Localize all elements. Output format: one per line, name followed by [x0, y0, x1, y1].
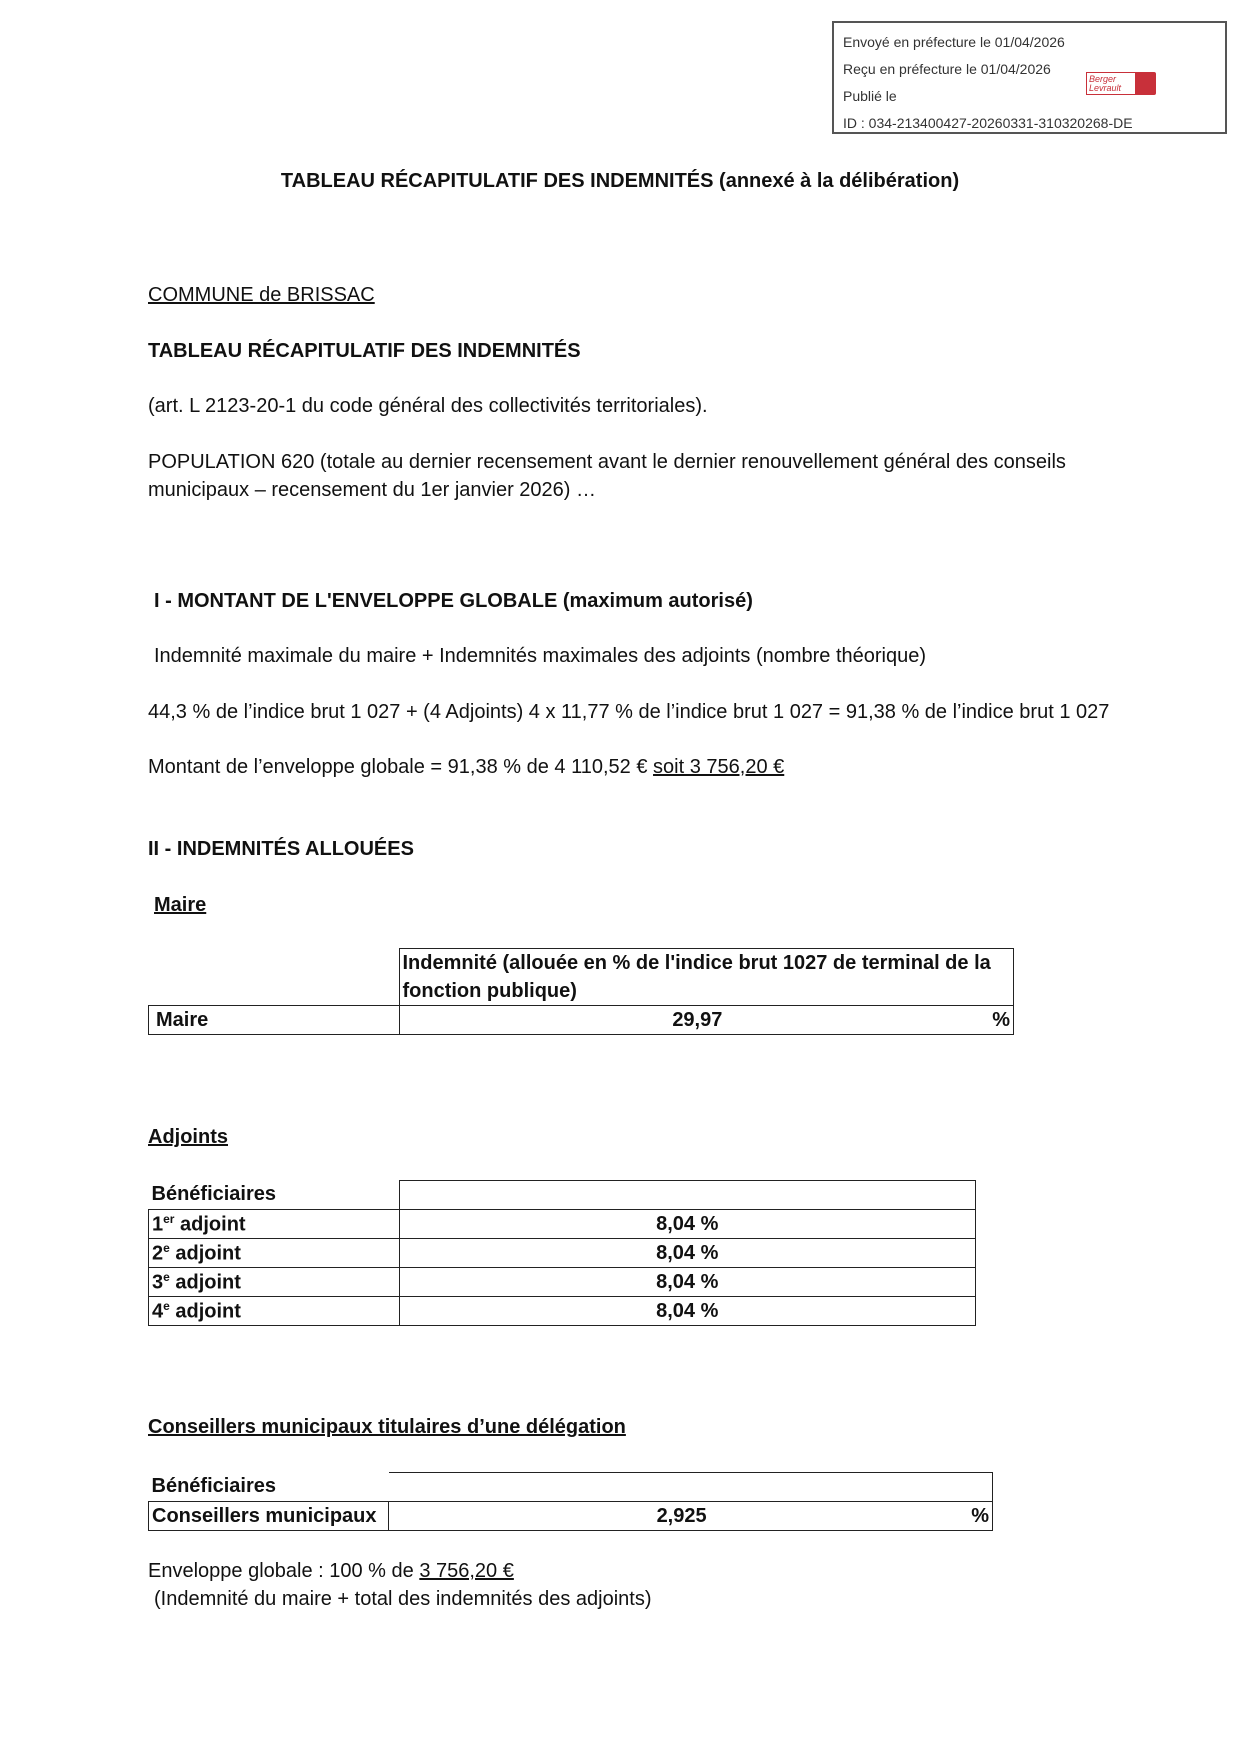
population-line-2: municipaux – recensement du 1er janvier 2026) …: [148, 479, 597, 501]
envelope-global-line: [148, 1560, 514, 1583]
adjoint-1-value: 8,04 %: [399, 1210, 976, 1239]
stamp-sent: Envoyé en préfecture le 01/04/2026: [843, 34, 1065, 50]
stamp-published: Publié le: [843, 88, 897, 104]
section1-line1: Indemnité maximale du maire + Indemnités maximales des adjoints (nombre théorique): [154, 645, 927, 667]
maire-row-label: Maire: [149, 1006, 400, 1035]
envelope-prefix: Montant de l’enveloppe globale = 91,38 % de 4 110,52 €: [148, 756, 654, 778]
maire-value: 29,97: [672, 1008, 723, 1031]
adjoint-3-label: 3e adjoint: [149, 1268, 400, 1297]
table-row: [149, 1502, 993, 1531]
stamp-received: Reçu en préfecture le 01/04/2026: [843, 61, 1051, 77]
envelope-amount: soit 3 756,20 €: [653, 756, 785, 778]
logo-text-1: Berger: [1089, 74, 1117, 84]
adjoint-2-label: 2e adjoint: [149, 1239, 400, 1268]
conseillers-beneficiaires-label: Bénéficiaires: [151, 1475, 277, 1498]
envelope-global-amount: 3 756,20 €: [419, 1560, 514, 1582]
envelope-amount-line: [148, 756, 784, 779]
adjoint-3-value: 8,04 %: [399, 1268, 976, 1297]
adjoint-4-value: 8,04 %: [399, 1297, 976, 1326]
maire-header-line2: fonction publique): [402, 980, 577, 1002]
population-line-1: POPULATION 620 (totale au dernier recensement avant le dernier renouvellement général des conseils: [148, 451, 1066, 473]
table-row: [149, 1210, 976, 1239]
adjoint-2-value: 8,04 %: [399, 1239, 976, 1268]
envelope-note: (Indemnité du maire + total des indemnités des adjoints): [154, 1588, 652, 1610]
adjoints-beneficiaires-label: Bénéficiaires: [151, 1183, 277, 1206]
envelope-global-prefix: Enveloppe globale : 100 % de: [148, 1560, 420, 1582]
berger-levrault-logo-icon: [1086, 72, 1156, 95]
conseillers-row-value-cell: [389, 1502, 993, 1531]
subtitle: TABLEAU RÉCAPITULATIF DES INDEMNITÉS: [148, 340, 581, 362]
table-row: [149, 1268, 976, 1297]
conseillers-unit: %: [971, 1504, 989, 1527]
logo-text-2: Levrault: [1089, 83, 1122, 93]
document-title: TABLEAU RÉCAPITULATIF DES INDEMNITÉS (annexé à la délibération): [280, 170, 960, 192]
table-row: [149, 1006, 1014, 1035]
adjoint-4-label: 4e adjoint: [149, 1297, 400, 1326]
conseillers-table: [148, 1472, 993, 1531]
table-row: [149, 1239, 976, 1268]
conseillers-heading: Conseillers municipaux titulaires d’une délégation: [148, 1416, 626, 1438]
commune-name: COMMUNE de BRISSAC: [148, 284, 375, 306]
article-reference: (art. L 2123-20-1 du code général des collectivités territoriales).: [148, 395, 708, 417]
maire-table-header: [399, 949, 1014, 1006]
maire-header-line1: Indemnité (allouée en % de l'indice brut 1027 de terminal de la: [402, 952, 991, 974]
conseillers-row-label: Conseillers municipaux: [149, 1502, 389, 1531]
adjoints-heading: Adjoints: [148, 1126, 228, 1148]
section1-line2: 44,3 % de l’indice brut 1 027 + (4 Adjoints) 4 x 11,77 % de l’indice brut 1 027 = 91,38 % de l’indice brut 1 027: [148, 701, 1110, 723]
prefecture-stamp: [832, 21, 1227, 134]
table-row: [149, 1297, 976, 1326]
maire-unit: %: [992, 1008, 1010, 1031]
conseillers-value: 2,925: [656, 1504, 707, 1527]
adjoints-table: [148, 1180, 976, 1326]
section1-heading: I - MONTANT DE L'ENVELOPPE GLOBALE (maximum autorisé): [154, 590, 753, 612]
maire-table: [148, 948, 1014, 1035]
maire-heading: Maire: [154, 894, 207, 916]
stamp-id: ID : 034-213400427-20260331-310320268-DE: [843, 115, 1133, 131]
maire-row-value-cell: [399, 1006, 1014, 1035]
adjoint-1-label: 1er adjoint: [149, 1210, 400, 1239]
section2-heading: II - INDEMNITÉS ALLOUÉES: [148, 838, 414, 860]
